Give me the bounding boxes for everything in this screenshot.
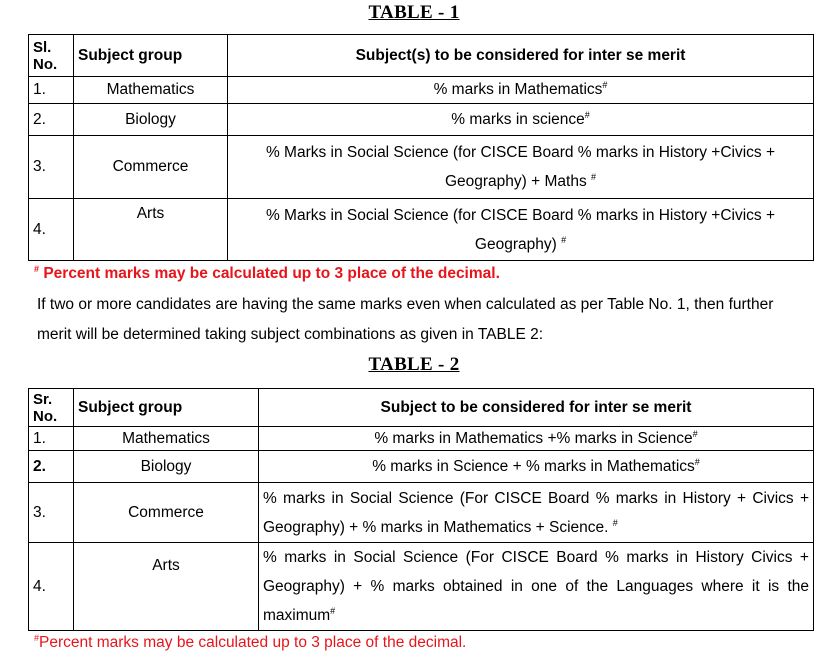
table-1-header-row	[29, 35, 814, 77]
table-2-header-subjects: Subject to be considered for inter se merit	[259, 389, 814, 427]
table-2-header-row	[29, 389, 814, 427]
table-2-row-2-sl: 2.	[29, 451, 74, 483]
table-2-row-2-subjects: % marks in Science + % marks in Mathematics#	[259, 451, 814, 483]
table-1-row-2-group: Biology	[74, 104, 228, 136]
table-2-row-1-group: Mathematics	[74, 427, 259, 451]
inter-se-paragraph: If two or more candidates are having the same marks even when calculated as per Table No. 1, then further merit will be determined taking subject combinations as given in TABLE 2:	[37, 296, 774, 343]
table-2-row-4-sl: 4.	[29, 543, 74, 631]
table-1-row-3-subjects: % Marks in Social Science (for CISCE Board % marks in History +Civics + Geography) + Maths #	[228, 136, 814, 199]
table-1-title: TABLE - 1	[368, 2, 460, 23]
table-1-row-1-group: Mathematics	[74, 77, 228, 104]
table-1-row-3-group: Commerce	[74, 136, 228, 199]
table-1-row-4-subjects: % Marks in Social Science (for CISCE Board % marks in History +Civics + Geography) #	[228, 199, 814, 261]
table-1-row-1-subjects: % marks in Mathematics#	[228, 77, 814, 104]
table-2-row-2-group: Biology	[74, 451, 259, 483]
table-2-row-3-subjects: % marks in Social Science (For CISCE Board % marks in History + Civics + Geography) + % marks in Mathematics + Science. #	[259, 483, 814, 543]
table-1-row-1-sl: 1.	[29, 77, 74, 104]
table-2-row-3-group: Commerce	[74, 483, 259, 543]
table-row	[29, 451, 814, 483]
table-row	[29, 543, 814, 631]
table-2-header-group: Subject group	[74, 389, 259, 427]
table-1-row-4-group: Arts	[74, 199, 228, 261]
table-row	[29, 199, 814, 261]
table-row	[29, 136, 814, 199]
table-row	[29, 77, 814, 104]
table-2-row-1-sl: 1.	[29, 427, 74, 451]
table-2-row-4-group: Arts	[74, 543, 259, 631]
table-row	[29, 483, 814, 543]
table-2-header-sl: Sr. No.	[29, 389, 74, 427]
table-1-row-3-sl: 3.	[29, 136, 74, 199]
table-2-row-4-subjects: % marks in Social Science (For CISCE Board % marks in History Civics + Geography) + % marks obtained in one of the Languages where it is the maximum#	[259, 543, 814, 631]
table-1-row-2-sl: 2.	[29, 104, 74, 136]
table-2	[28, 388, 814, 631]
table-1	[28, 34, 814, 261]
table-1-row-2-subjects: % marks in science#	[228, 104, 814, 136]
table-row	[29, 104, 814, 136]
table-2-title: TABLE - 2	[368, 354, 460, 375]
table-2-row-3-sl: 3.	[29, 483, 74, 543]
table-1-header-sl: Sl. No.	[29, 35, 74, 77]
table-1-row-4-sl: 4.	[29, 199, 74, 261]
table-1-header-subjects: Subject(s) to be considered for inter se merit	[228, 35, 814, 77]
table-row	[29, 427, 814, 451]
table-2-row-1-subjects: % marks in Mathematics +% marks in Science#	[259, 427, 814, 451]
table-1-footnote: # Percent marks may be calculated up to 3 place of the decimal.	[34, 263, 500, 282]
table-2-footnote: #Percent marks may be calculated up to 3 place of the decimal.	[34, 632, 467, 651]
table-1-header-group: Subject group	[74, 35, 228, 77]
